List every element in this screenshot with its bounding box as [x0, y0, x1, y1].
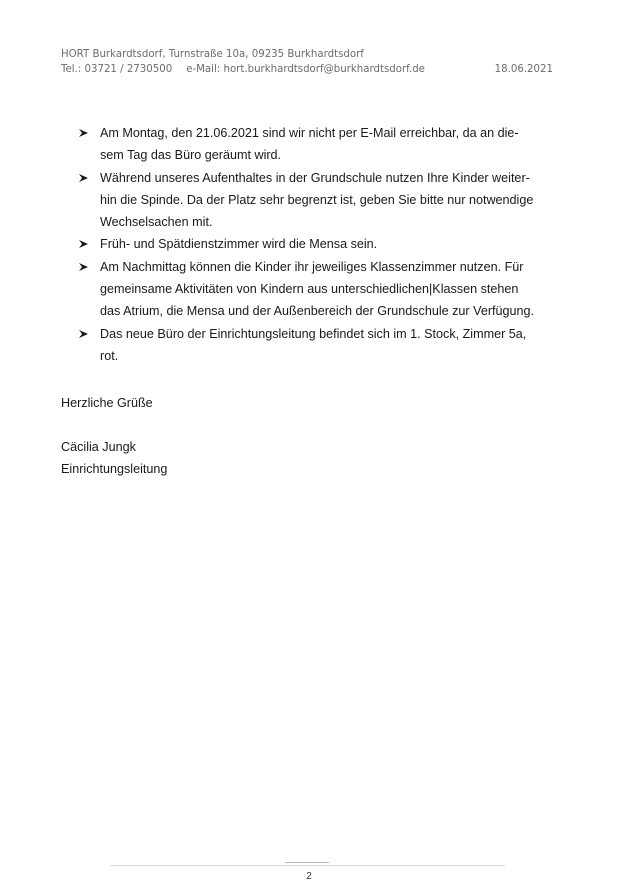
bullet-line: Früh- und Spätdienstzimmer wird die Mensa sein.: [100, 237, 378, 252]
signature-name: Cäcilia Jungk: [61, 440, 136, 454]
closing-greeting: Herzliche Grüße: [61, 396, 153, 410]
bullet-list: [78, 122, 558, 367]
bullet-line: sem Tag das Büro geräumt wird.: [100, 148, 282, 163]
signature-block: [61, 436, 167, 480]
letterhead-email: e-Mail: hort.burkhardtsdorf@burkhardtsdorf.de: [186, 64, 425, 75]
arrow-bullet-icon: [78, 329, 89, 339]
bullet-item: [78, 233, 558, 255]
letterhead-contact: [61, 62, 425, 77]
bullet-line: hin die Spinde. Da der Platz sehr begrenzt ist, geben Sie bitte nur notwendige: [100, 192, 534, 207]
bullet-line: das Atrium, die Mensa und der Außenbereich der Grundschule zur Verfügung.: [100, 304, 535, 319]
bullet-line: Das neue Büro der Einrichtungsleitung befindet sich im 1. Stock, Zimmer 5a,: [100, 326, 527, 341]
arrow-bullet-icon: [78, 173, 89, 183]
bullet-item: [78, 323, 558, 368]
letterhead: [61, 47, 553, 77]
bullet-item: [78, 167, 558, 234]
bullet-line: Wechselsachen mit.: [100, 215, 213, 230]
arrow-bullet-icon: [78, 239, 89, 249]
letterhead-phone: Tel.: 03721 / 2730500: [61, 64, 173, 75]
bullet-line: rot.: [100, 348, 119, 363]
arrow-bullet-icon: [78, 262, 89, 272]
bullet-line: Am Nachmittag können die Kinder ihr jeweiliges Klassenzimmer nutzen. Für: [100, 259, 524, 274]
signature-title: Einrichtungsleitung: [61, 462, 168, 476]
letterhead-address-row: [61, 47, 553, 62]
footer-tick: [285, 862, 329, 863]
bullet-line: Während unseres Aufenthaltes in der Grundschule nutzen Ihre Kinder weiter-: [100, 170, 530, 185]
footer-divider: [110, 865, 505, 866]
page-number: 2: [306, 871, 312, 882]
bullet-line: gemeinsame Aktivitäten von Kindern aus unterschiedlichen|Klassen stehen: [100, 282, 519, 297]
bullet-item: [78, 256, 558, 323]
bullet-item: [78, 122, 558, 167]
letterhead-contact-row: [61, 62, 553, 77]
bullet-line: Am Montag, den 21.06.2021 sind wir nicht per E-Mail erreichbar, da an die-: [100, 126, 519, 140]
letterhead-date: 18.06.2021: [494, 64, 553, 75]
letterhead-address: HORT Burkardtsdorf, Turnstraße 10a, 09235 Burkhardtsdorf: [61, 49, 364, 60]
arrow-bullet-icon: [78, 128, 89, 138]
